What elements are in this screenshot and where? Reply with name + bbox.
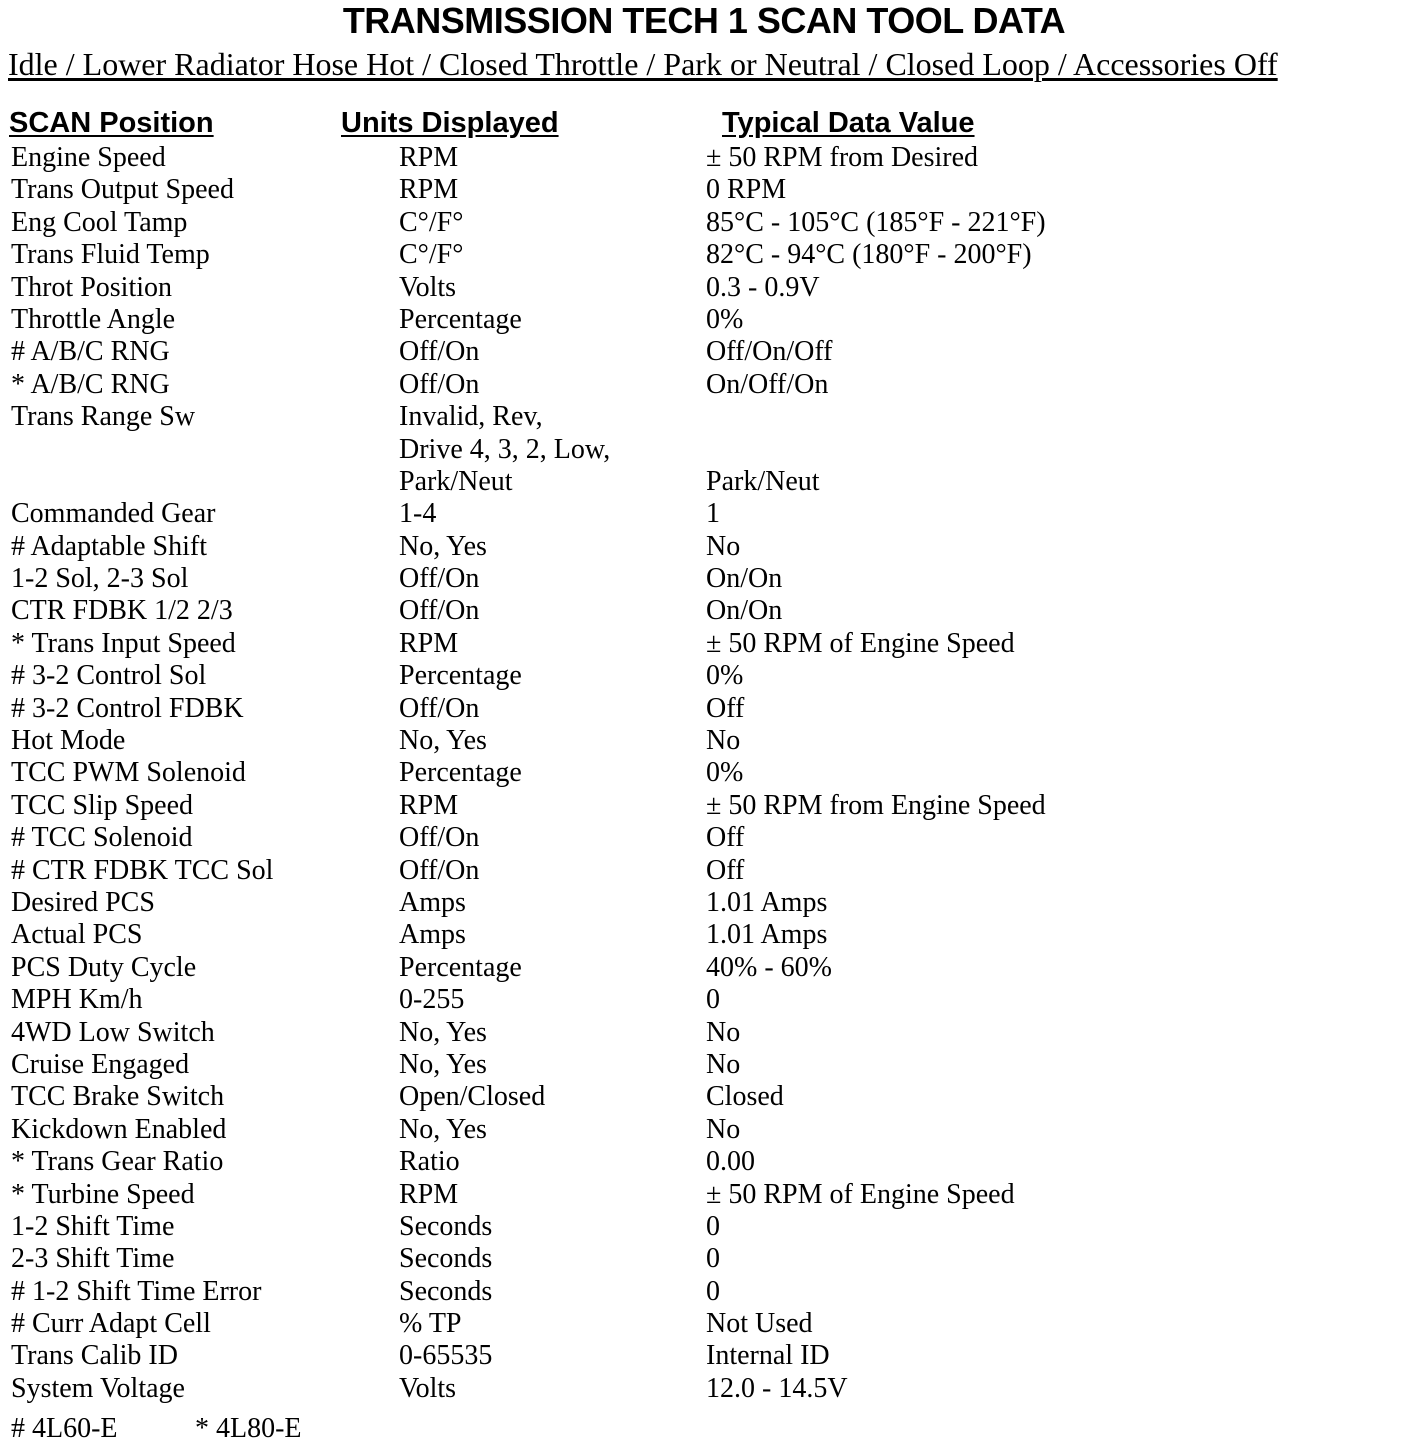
scan-position-cell: Throttle Angle [11,303,176,335]
units-cell: Amps [399,919,466,951]
table-row [0,1146,1408,1178]
units-cell: Amps [399,887,466,918]
typical-value-cell: No [706,1048,741,1080]
units-cell: Ratio [399,1146,460,1178]
units-cell: 0-255 [399,984,465,1016]
table-row [0,272,1408,304]
scan-position-cell: # Adaptable Shift [11,530,207,562]
table-row [0,563,1408,595]
table-row [0,1243,1408,1275]
typical-value-cell: 85°C - 105°C (185°F - 221°F) [706,206,1046,238]
scan-position-cell: Eng Cool Tamp [11,206,188,238]
scan-position-cell: Trans Fluid Temp [11,239,210,271]
scan-position-cell: TCC PWM Solenoid [11,757,246,789]
column-header-typical-data-value: Typical Data Value [722,107,975,139]
table-row [0,1114,1408,1146]
scan-position-cell: Kickdown Enabled [11,1113,227,1145]
scan-position-cell: Commanded Gear [11,498,216,530]
units-cell: No, Yes [399,1113,487,1145]
scan-position-cell: # 3-2 Control Sol [11,660,207,692]
scan-position-cell: Cruise Engaged [11,1048,190,1080]
units-cell: 1-4 [399,498,437,530]
legend [11,1412,302,1446]
scan-position-cell: # 3-2 Control FDBK [11,692,244,724]
typical-value-cell: 0 [706,1275,720,1307]
units-cell: % TP [399,1308,462,1340]
table-row [0,1373,1408,1405]
table-row [0,1276,1408,1308]
units-cell: Percentage [399,951,522,983]
scan-position-cell: TCC Brake Switch [11,1081,225,1113]
table-row [0,628,1408,660]
table-row [0,952,1408,984]
scan-position-cell: Desired PCS [11,887,155,918]
table-row [0,207,1408,239]
units-cell: No, Yes [399,1048,487,1080]
scan-position-cell: Trans Output Speed [11,174,234,206]
units-cell: Percentage [399,303,522,335]
table-row [0,725,1408,757]
scan-position-cell: # TCC Solenoid [11,822,193,854]
units-cell: Open/Closed [399,1081,546,1113]
table-row [0,822,1408,854]
scan-position-cell: TCC Slip Speed [11,789,194,821]
typical-value-cell: ± 50 RPM of Engine Speed [706,1178,1015,1210]
scan-position-cell: Trans Calib ID [11,1340,178,1372]
units-cell: Seconds [399,1275,493,1307]
typical-value-cell: ± 50 RPM of Engine Speed [706,627,1015,659]
typical-value-cell: 0 RPM [706,174,787,206]
scan-position-cell: 4WD Low Switch [11,1016,215,1048]
conditions-subtitle: Idle / Lower Radiator Hose Hot / Closed Throttle / Park or Neutral / Closed Loop / Accessories Off [8,46,1278,82]
units-cell: Off/On [399,822,480,854]
scan-position-cell: # CTR FDBK TCC Sol [11,854,274,886]
units-cell: 0-65535 [399,1340,493,1372]
scan-position-cell: # Curr Adapt Cell [11,1308,211,1340]
table-row [0,757,1408,789]
typical-value-cell: No [706,1113,741,1145]
table-row [0,855,1408,887]
scan-position-cell: Actual PCS [11,919,143,951]
legend-4l80e: * 4L80-E [195,1413,302,1444]
units-cell: C°/F° [399,206,464,238]
legend-4l60e: # 4L60-E [11,1413,118,1444]
typical-value-cell: No [706,530,741,562]
scan-position-cell: Trans Range Sw [11,401,196,433]
scan-position-cell: 1-2 Shift Time [11,1210,175,1242]
typical-value-cell: 0.00 [706,1146,755,1178]
scan-position-cell: * A/B/C RNG [11,368,170,400]
typical-value-cell: 1 [706,498,720,530]
typical-value-cell: Off [706,692,745,724]
table-row [0,1017,1408,1049]
units-cell: RPM [399,789,459,821]
typical-value-cell: Park/Neut [706,465,820,497]
table-row [0,1211,1408,1243]
units-cell: Off/On [399,368,480,400]
typical-value-cell: Off [706,854,745,886]
scan-position-cell: Hot Mode [11,725,126,757]
typical-value-cell: 40% - 60% [706,951,832,983]
table-row [0,174,1408,206]
typical-value-cell: Off/On/Off [706,336,833,368]
typical-value-cell: 0% [706,660,744,692]
scan-position-cell: 1-2 Sol, 2-3 Sol [11,563,189,595]
typical-value-cell: No [706,1016,741,1048]
typical-value-cell: Closed [706,1081,784,1113]
table-row [0,1308,1408,1340]
typical-value-cell: 0 [706,984,720,1016]
typical-value-cell: ± 50 RPM from Engine Speed [706,789,1046,821]
typical-value-cell: On/On [706,563,783,595]
units-cell: Off/On [399,692,480,724]
units-cell: Volts [399,1372,457,1404]
units-cell: Percentage [399,757,522,789]
typical-value-cell: 0 [706,1243,720,1275]
typical-value-cell: 12.0 - 14.5V [706,1372,848,1404]
scan-position-cell: 2-3 Shift Time [11,1243,175,1275]
scan-data-table [0,142,1408,1405]
table-row [0,1340,1408,1372]
units-cell: Volts [399,271,457,303]
units-cell: Off/On [399,336,480,368]
units-cell: Off/On [399,595,480,627]
table-row [0,239,1408,271]
page-title: TRANSMISSION TECH 1 SCAN TOOL DATA [342,0,1066,41]
table-row [0,1179,1408,1211]
units-cell: No, Yes [399,530,487,562]
scan-position-cell: * Trans Gear Ratio [11,1146,224,1178]
typical-value-cell: 0% [706,757,744,789]
table-row [0,887,1408,919]
table-row [0,336,1408,368]
typical-value-cell: On/On [706,595,783,627]
table-row [0,369,1408,401]
typical-value-cell: Off [706,822,745,854]
table-row [0,1081,1408,1113]
units-cell: Park/Neut [399,465,513,497]
units-cell: Drive 4, 3, 2, Low, [399,433,611,465]
typical-value-cell: Not Used [706,1308,813,1340]
scan-position-cell: MPH Km/h [11,984,143,1016]
scan-position-cell: Throt Position [11,271,173,303]
units-cell: C°/F° [399,239,464,271]
scan-position-cell: * Turbine Speed [11,1178,195,1210]
typical-value-cell: On/Off/On [706,368,829,400]
scan-position-cell: * Trans Input Speed [11,627,236,659]
table-row [0,919,1408,951]
typical-value-cell: ± 50 RPM from Desired [706,142,979,173]
table-row [0,984,1408,1016]
table-row [0,1049,1408,1081]
units-cell: No, Yes [399,1016,487,1048]
table-row [0,304,1408,336]
table-row [0,142,1408,174]
table-row [0,595,1408,627]
units-cell: Invalid, Rev, [399,401,543,433]
table-row [0,531,1408,563]
units-cell: Off/On [399,563,480,595]
typical-value-cell: 1.01 Amps [706,919,828,951]
units-cell: RPM [399,1178,459,1210]
column-header-scan-position: SCAN Position [9,107,214,139]
typical-value-cell: Internal ID [706,1340,830,1372]
scan-position-cell: # A/B/C RNG [11,336,170,368]
units-cell: RPM [399,174,459,206]
scan-position-cell: Engine Speed [11,142,166,173]
scan-position-cell: # 1-2 Shift Time Error [11,1275,262,1307]
table-row [0,693,1408,725]
scan-position-cell: CTR FDBK 1/2 2/3 [11,595,233,627]
scan-position-cell: PCS Duty Cycle [11,951,197,983]
units-cell: RPM [399,142,459,173]
typical-value-cell: 0% [706,303,744,335]
units-cell: No, Yes [399,725,487,757]
typical-value-cell: 0 [706,1210,720,1242]
typical-value-cell: 0.3 - 0.9V [706,271,820,303]
units-cell: Seconds [399,1243,493,1275]
units-cell: RPM [399,627,459,659]
table-row [0,660,1408,692]
table-row [0,498,1408,530]
typical-value-cell: 82°C - 94°C (180°F - 200°F) [706,239,1032,271]
table-row [0,401,1408,498]
column-header-units-displayed: Units Displayed [341,107,559,139]
typical-value-cell: No [706,725,741,757]
scan-position-cell: System Voltage [11,1372,185,1404]
typical-value-cell: 1.01 Amps [706,887,828,918]
units-cell: Percentage [399,660,522,692]
table-row [0,790,1408,822]
units-cell: Off/On [399,854,480,886]
units-cell: Seconds [399,1210,493,1242]
